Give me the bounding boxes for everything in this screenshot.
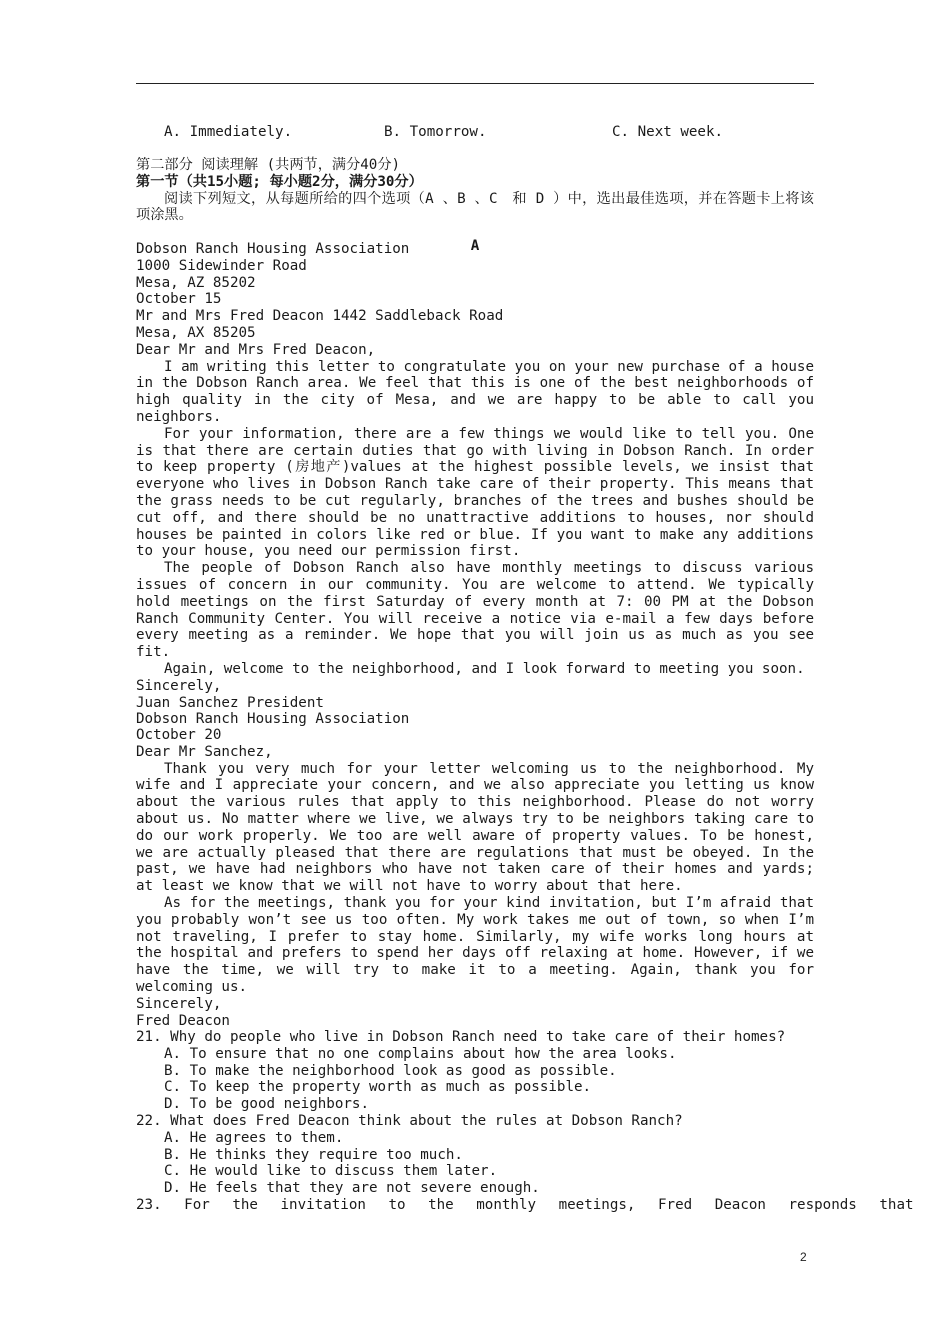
recipient-line: Mesa, AX 85205 xyxy=(136,324,256,341)
recipient-line: Mr and Mrs Fred Deacon 1442 Saddleback Road xyxy=(136,308,504,325)
passage-label: A xyxy=(470,238,480,255)
page-number: 2 xyxy=(800,1250,807,1264)
instructions: 阅读下列短文，从每题所给的四个选项（A 、B 、C 和 D ）中，选出最佳选项，并在答题卡上将该项涂黑。 xyxy=(136,190,814,224)
option-b: B. Tomorrow. xyxy=(384,124,487,140)
letter-2 xyxy=(136,727,814,1029)
section-heading: 第一节（共15小题; 每小题2分，满分30分） xyxy=(136,173,423,190)
question-stem: 22. What does Fred Deacon think about the rules at Dobson Ranch? xyxy=(136,1112,683,1129)
part-heading: 第二部分 阅读理解 (共两节，满分40分) xyxy=(136,157,401,173)
question-stem: 23. For the invitation to the monthly meetings, Fred Deacon responds that xyxy=(136,1196,914,1213)
answer-option: B. He thinks they require too much. xyxy=(164,1146,463,1163)
closing: Sincerely, xyxy=(136,995,222,1012)
question-stem: 21. Why do people who live in Dobson Ranch need to take care of their homes? xyxy=(136,1029,786,1045)
sender-line: 1000 Sidewinder Road xyxy=(136,257,307,274)
letter-paragraph: Again, welcome to the neighborhood, and I look forward to meeting you soon. xyxy=(164,660,805,677)
letter-paragraph: As for the meetings, thank you for your kind invitation, but I’m afraid that you probably won’t see us too often. My work takes me out of town, so when I’m not traveling, I prefer to stay home. Similarly, my wife works long hours at the hospital and prefers to spend her days off relaxing at home. However, if we have the time, we will try to make it to a meeting. Again, thank you for welcoming us. xyxy=(136,894,814,995)
letter-paragraph: I am writing this letter to congratulate you on your new purchase of a house in the Dobson Ranch area. We feel that this is one of the best neighborhoods of high quality in the city of Mesa, and we are happy to be able to call you neighbors. xyxy=(136,358,814,425)
answer-option: B. To make the neighborhood look as good as possible. xyxy=(164,1062,617,1079)
letter-paragraph: The people of Dobson Ranch also have monthly meetings to discuss various issues of concern in our community. You are welcome to attend. We typically hold meetings on the first Saturday of every month at 7: 00 PM at the Dobson Ranch Community Center. You will receive a notice via e-mail a few days before every meeting as a reminder. We hope that you will join us as much as you see fit. xyxy=(136,560,814,661)
salutation: Dear Mr Sanchez, xyxy=(136,743,273,760)
sender-line: Mesa, AZ 85202 xyxy=(136,274,256,291)
header-rule xyxy=(136,83,814,84)
letter-date: October 20 xyxy=(136,727,222,743)
option-a: A. Immediately. xyxy=(164,124,293,140)
letter-paragraph: Thank you very much for your letter welcoming us to the neighborhood. My wife and I appreciate your concern, and we also appreciate you letting us know about the various rules that apply to this neighborhood. Please do not worry about us. No matter where we live, we always try to be neighbors taking care to do our work properly. We too are well aware of property values. To be honest, we are actually pleased that there are regulations that must be obeyed. In the past, we have had neighbors who have not taken care of their homes and yards; at least we know that we will not have to worry about that here. xyxy=(136,760,814,895)
letter-paragraph: For your information, there are a few things we would like to tell you. One is that there are certain duties that go with living in Dobson Ranch. In order to keep property (房地产)values at the highest possible levels, we insist that everyone who lives in Dobson Ranch take care of their property. This means that the grass needs to be cut regularly, branches of the trees and bushes should be cut off, and there should be no unattractive additions to houses, nor should houses be painted in colors like red or blue. If you want to make any additions to your house, you need our permission first. xyxy=(136,425,814,560)
answer-option: C. To keep the property worth as much as possible. xyxy=(164,1079,592,1096)
signature-line: Dobson Ranch Housing Association xyxy=(136,711,410,728)
questions xyxy=(136,1029,914,1214)
signature: Fred Deacon xyxy=(136,1012,230,1029)
answer-option: A. He agrees to them. xyxy=(164,1129,344,1146)
signature-line: Juan Sanchez President xyxy=(136,694,324,711)
sender-line: Dobson Ranch Housing Association xyxy=(136,241,410,257)
previous-question-options xyxy=(136,124,814,142)
salutation: Dear Mr and Mrs Fred Deacon, xyxy=(136,341,376,358)
answer-option: D. To be good neighbors. xyxy=(164,1096,369,1113)
option-c: C. Next week. xyxy=(612,124,724,140)
answer-option: D. He feels that they are not severe enough. xyxy=(164,1180,540,1197)
answer-option: C. He would like to discuss them later. xyxy=(164,1163,498,1180)
closing: Sincerely, xyxy=(136,677,222,694)
letter-1 xyxy=(136,241,814,728)
letter-date: October 15 xyxy=(136,291,222,308)
answer-option: A. To ensure that no one complains about how the area looks. xyxy=(164,1045,677,1062)
